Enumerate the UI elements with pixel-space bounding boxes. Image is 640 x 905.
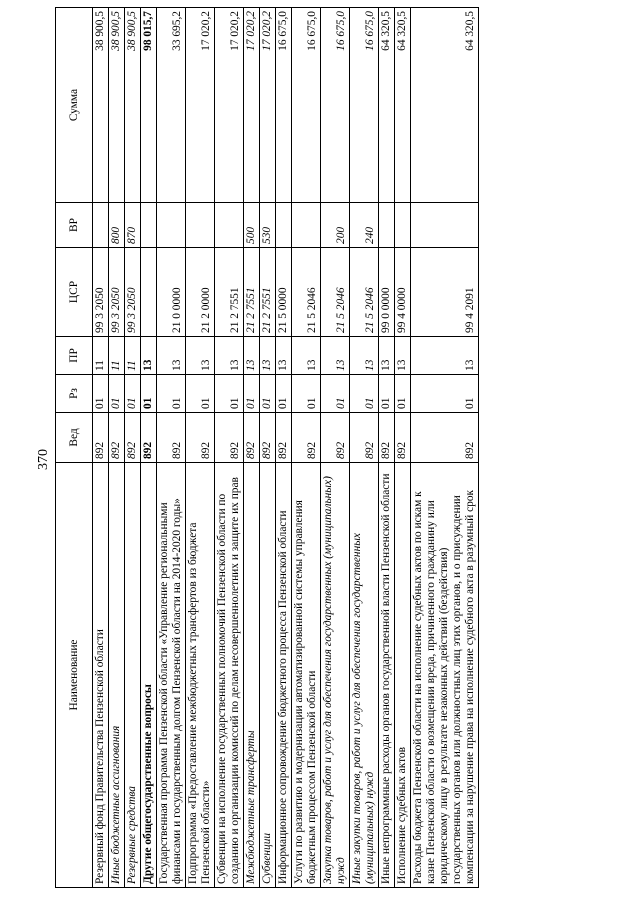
cell-sum: 38 900,5 (125, 8, 141, 203)
cell-name: Резервные средства (125, 463, 141, 888)
cell-sum: 33 695,2 (157, 8, 186, 203)
cell-csr: 21 5 0000 (276, 248, 292, 337)
budget-table (55, 7, 479, 888)
cell-name: Иные непрограммные расходы органов государственной власти Пензенской области (379, 463, 395, 888)
cell-csr: 99 0 0000 (379, 248, 395, 337)
cell-ved: 892 (260, 413, 276, 463)
header-vr: ВР (56, 203, 93, 248)
cell-csr: 21 2 7551 (215, 248, 244, 337)
header-pr: ПР (56, 337, 93, 375)
cell-vr (395, 203, 411, 248)
cell-vr (292, 203, 321, 248)
cell-name: Субвенции (260, 463, 276, 888)
cell-name: Иные бюджетные ассигнования (109, 463, 125, 888)
cell-csr: 99 3 2050 (109, 248, 125, 337)
cell-csr: 21 5 2046 (292, 248, 321, 337)
table-row (292, 8, 321, 888)
cell-name: Субвенции на исполнение государственных полномочий Пензенской области по созданию и организации комиссий по делам несовершеннолетних и защите их прав (215, 463, 244, 888)
rotated-page (55, 8, 595, 888)
cell-rz: 01 (141, 375, 157, 413)
cell-csr: 99 3 2050 (93, 248, 109, 337)
cell-vr: 200 (321, 203, 350, 248)
cell-pr: 11 (125, 337, 141, 375)
page-number: 370 (36, 449, 51, 470)
cell-vr: 870 (125, 203, 141, 248)
cell-sum: 17 020,2 (186, 8, 215, 203)
cell-rz: 01 (215, 375, 244, 413)
header-rz: Рз (56, 375, 93, 413)
cell-rz: 01 (93, 375, 109, 413)
cell-name: Закупка товаров, работ и услуг для обеспечения государственных (муниципальных) нужд (321, 463, 350, 888)
cell-vr: 240 (350, 203, 379, 248)
header-ved: Вед (56, 413, 93, 463)
cell-ved: 892 (321, 413, 350, 463)
cell-pr: 13 (292, 337, 321, 375)
table-row (244, 8, 260, 888)
cell-sum: 38 900,5 (93, 8, 109, 203)
table-row (109, 8, 125, 888)
table-row (350, 8, 379, 888)
cell-vr (186, 203, 215, 248)
cell-csr: 99 4 0000 (395, 248, 411, 337)
cell-csr: 21 2 7551 (260, 248, 276, 337)
cell-rz: 01 (109, 375, 125, 413)
cell-pr: 13 (141, 337, 157, 375)
cell-ved: 892 (379, 413, 395, 463)
cell-sum: 17 020,2 (215, 8, 244, 203)
cell-vr (215, 203, 244, 248)
header-name: Наименование (56, 463, 93, 888)
cell-vr: 800 (109, 203, 125, 248)
cell-pr: 13 (186, 337, 215, 375)
cell-pr: 13 (350, 337, 379, 375)
cell-ved: 892 (292, 413, 321, 463)
table-row (276, 8, 292, 888)
cell-sum: 16 675,0 (276, 8, 292, 203)
cell-name: Государственная программа Пензенской области «Управление региональными финансами и государственным долгом Пензенской области на 2014-2020 годы» (157, 463, 186, 888)
cell-ved: 892 (93, 413, 109, 463)
cell-ved: 892 (215, 413, 244, 463)
cell-pr: 13 (215, 337, 244, 375)
cell-sum: 17 020,2 (260, 8, 276, 203)
cell-vr: 500 (244, 203, 260, 248)
cell-pr: 11 (109, 337, 125, 375)
cell-rz: 01 (244, 375, 260, 413)
table-row (411, 8, 479, 888)
cell-vr (276, 203, 292, 248)
cell-pr: 13 (244, 337, 260, 375)
table-row (125, 8, 141, 888)
cell-rz: 01 (260, 375, 276, 413)
cell-name: Расходы бюджета Пензенской области на исполнение судебных актов по искам к казне Пензенской области о возмещении вреда, причиненного гражданину или юридическому лицу в результате незаконных действий (бездействия) государственных органов или должностных лиц этих органов, и о присуждении компенсации за нарушение права на исполнение судебного акта в разумный срок (411, 463, 479, 888)
cell-name: Другие общегосударственные вопросы (141, 463, 157, 888)
cell-pr: 13 (411, 337, 479, 375)
cell-csr: 99 4 2091 (411, 248, 479, 337)
cell-ved: 892 (411, 413, 479, 463)
cell-vr: 530 (260, 203, 276, 248)
cell-ved: 892 (157, 413, 186, 463)
cell-ved: 892 (395, 413, 411, 463)
cell-rz: 01 (186, 375, 215, 413)
cell-vr (157, 203, 186, 248)
cell-sum: 16 675,0 (292, 8, 321, 203)
table-row (141, 8, 157, 888)
cell-csr: 99 3 2050 (125, 248, 141, 337)
cell-rz: 01 (395, 375, 411, 413)
cell-vr (93, 203, 109, 248)
cell-csr: 21 5 2046 (350, 248, 379, 337)
cell-csr: 21 0 0000 (157, 248, 186, 337)
cell-pr: 11 (93, 337, 109, 375)
cell-sum: 17 020,2 (244, 8, 260, 203)
table-row (186, 8, 215, 888)
table-row (395, 8, 411, 888)
cell-name: Иные закупки товаров, работ и услуг для обеспечения государственных (муниципальных) нужд (350, 463, 379, 888)
cell-sum: 98 015,7 (141, 8, 157, 203)
header-row (56, 8, 93, 888)
cell-ved: 892 (109, 413, 125, 463)
cell-pr: 13 (276, 337, 292, 375)
cell-pr: 13 (395, 337, 411, 375)
cell-rz: 01 (379, 375, 395, 413)
cell-name: Услуги по развитию и модернизации автоматизированной системы управления бюджетным процессом Пензенской области (292, 463, 321, 888)
table-row (379, 8, 395, 888)
cell-rz: 01 (350, 375, 379, 413)
cell-ved: 892 (141, 413, 157, 463)
cell-sum: 64 320,5 (411, 8, 479, 203)
cell-csr: 21 5 2046 (321, 248, 350, 337)
cell-rz: 01 (157, 375, 186, 413)
cell-sum: 64 320,5 (395, 8, 411, 203)
table-row (93, 8, 109, 888)
cell-sum: 64 320,5 (379, 8, 395, 203)
cell-pr: 13 (321, 337, 350, 375)
cell-name: Исполнение судебных актов (395, 463, 411, 888)
table-row (260, 8, 276, 888)
cell-vr (411, 203, 479, 248)
cell-pr: 13 (157, 337, 186, 375)
cell-rz: 01 (292, 375, 321, 413)
cell-rz: 01 (321, 375, 350, 413)
cell-ved: 892 (244, 413, 260, 463)
table-row (157, 8, 186, 888)
cell-rz: 01 (125, 375, 141, 413)
table-row (321, 8, 350, 888)
cell-name: Информационное сопровождение бюджетного процесса Пензенской области (276, 463, 292, 888)
cell-ved: 892 (276, 413, 292, 463)
cell-sum: 16 675,0 (321, 8, 350, 203)
cell-name: Резервный фонд Правительства Пензенской области (93, 463, 109, 888)
cell-vr (141, 203, 157, 248)
cell-ved: 892 (350, 413, 379, 463)
cell-ved: 892 (125, 413, 141, 463)
header-csr: ЦСР (56, 248, 93, 337)
cell-csr (141, 248, 157, 337)
cell-vr (379, 203, 395, 248)
cell-sum: 16 675,0 (350, 8, 379, 203)
cell-rz: 01 (411, 375, 479, 413)
cell-ved: 892 (186, 413, 215, 463)
cell-name: Подпрограмма «Предоставление межбюджетных трансфертов из бюджета Пензенской области» (186, 463, 215, 888)
cell-pr: 13 (379, 337, 395, 375)
cell-name: Межбюджетные трансферты (244, 463, 260, 888)
cell-csr: 21 2 0000 (186, 248, 215, 337)
cell-csr: 21 2 7551 (244, 248, 260, 337)
header-sum: Сумма (56, 8, 93, 203)
cell-rz: 01 (276, 375, 292, 413)
table-row (215, 8, 244, 888)
cell-sum: 38 900,5 (109, 8, 125, 203)
cell-pr: 13 (260, 337, 276, 375)
